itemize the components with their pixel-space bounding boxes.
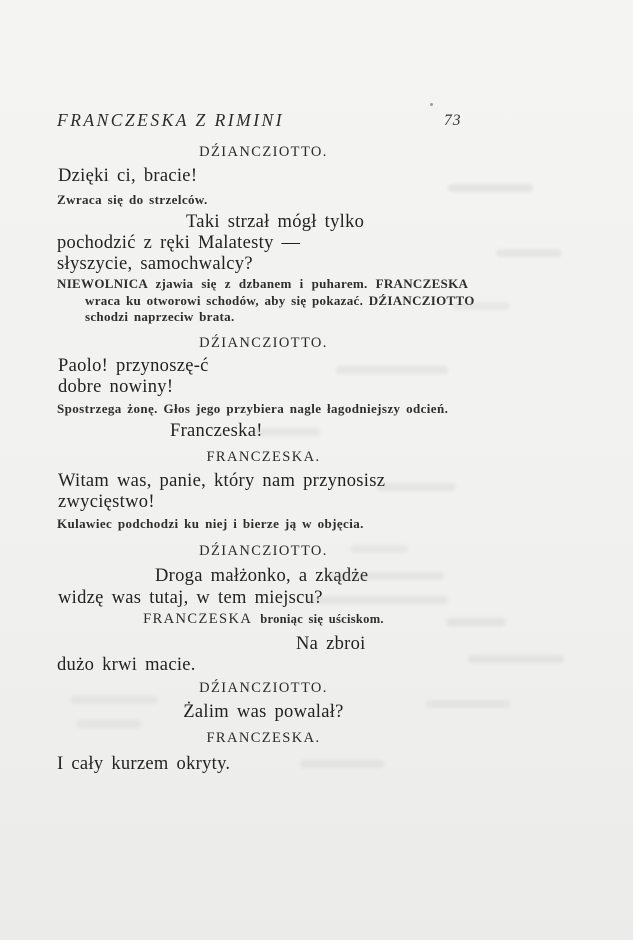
stage-direction-block [57, 276, 475, 326]
stage-direction: Spostrzega żonę. Głos jego przybiera nagle łagodniejszy odcień. [57, 401, 449, 416]
speaker-heading: DŹIANCZIOTTO. [199, 543, 328, 559]
stage-direction: Zwraca się do strzelców. [57, 192, 208, 207]
page-number: 73 [444, 112, 462, 129]
bleedthrough-smudge [326, 572, 444, 580]
dialogue-line: widzę was tutaj, w tem miejscu? [58, 588, 323, 608]
dialogue-line: Dzięki ci, bracie! [58, 166, 198, 186]
dialogue-line: dobre nowiny! [58, 377, 174, 397]
speaker-heading-with-direction [57, 610, 470, 628]
dialogue-line: Żalim was powalał? [183, 702, 344, 722]
speaker-heading: DŹIANCZIOTTO. [199, 144, 328, 160]
ink-speck [430, 103, 433, 106]
bleedthrough-smudge [76, 720, 142, 728]
bleedthrough-smudge [350, 545, 408, 553]
bleedthrough-smudge [300, 760, 384, 768]
dialogue-line: pochodzić z ręki Malatesty — [57, 233, 301, 253]
dialogue-line: Witam was, panie, który nam przynosisz [58, 471, 386, 491]
dialogue-line: dużo krwi macie. [57, 655, 196, 675]
bleedthrough-smudge [448, 184, 533, 192]
speaker-heading: DŹIANCZIOTTO. [199, 335, 328, 351]
inline-stage-direction: broniąc się uściskom. [260, 612, 384, 626]
dialogue-line: Franczeska! [170, 421, 263, 441]
page-header-title: FRANCZESKA Z RIMINI [57, 110, 285, 130]
bleedthrough-smudge [426, 700, 510, 708]
dialogue-line: Paolo! przynoszę-ć [58, 356, 209, 376]
speaker-heading: DŹIANCZIOTTO. [199, 680, 328, 696]
stage-direction: Kulawiec podchodzi ku niej i bierze ją w objęcia. [57, 516, 364, 531]
dialogue-line: zwycięstwo! [58, 492, 155, 512]
dialogue-line: Taki strzał mógł tylko [186, 212, 365, 232]
bleedthrough-smudge [468, 655, 564, 663]
speaker-heading: FRANCZESKA. [206, 449, 321, 465]
bleedthrough-smudge [446, 618, 506, 626]
bleedthrough-smudge [336, 366, 448, 374]
bleedthrough-smudge [496, 249, 562, 257]
dialogue-line: Droga małżonko, a zkądże [155, 566, 369, 586]
bleedthrough-smudge [70, 696, 158, 704]
bleedthrough-smudge [250, 428, 320, 436]
dialogue-line: I cały kurzem okryty. [57, 754, 231, 774]
bleedthrough-smudge [306, 596, 448, 604]
speaker-heading: FRANCZESKA. [206, 730, 321, 746]
speaker-name: FRANCZESKA [143, 611, 253, 627]
dialogue-line: Na zbroi [296, 634, 366, 654]
bleedthrough-smudge [376, 483, 456, 491]
stage-direction-line: NIEWOLNICA zjawia się z dzbanem i puharem. FRANCZESKA [57, 276, 469, 291]
bleedthrough-smudge [452, 302, 510, 310]
stage-direction-line: schodzi naprzeciw brata. [85, 309, 235, 324]
stage-direction-line: wraca ku otworowi schodów, aby się pokazać. DŹIANCZIOTTO [85, 292, 475, 308]
dialogue-line: słyszycie, samochwalcy? [57, 254, 253, 274]
